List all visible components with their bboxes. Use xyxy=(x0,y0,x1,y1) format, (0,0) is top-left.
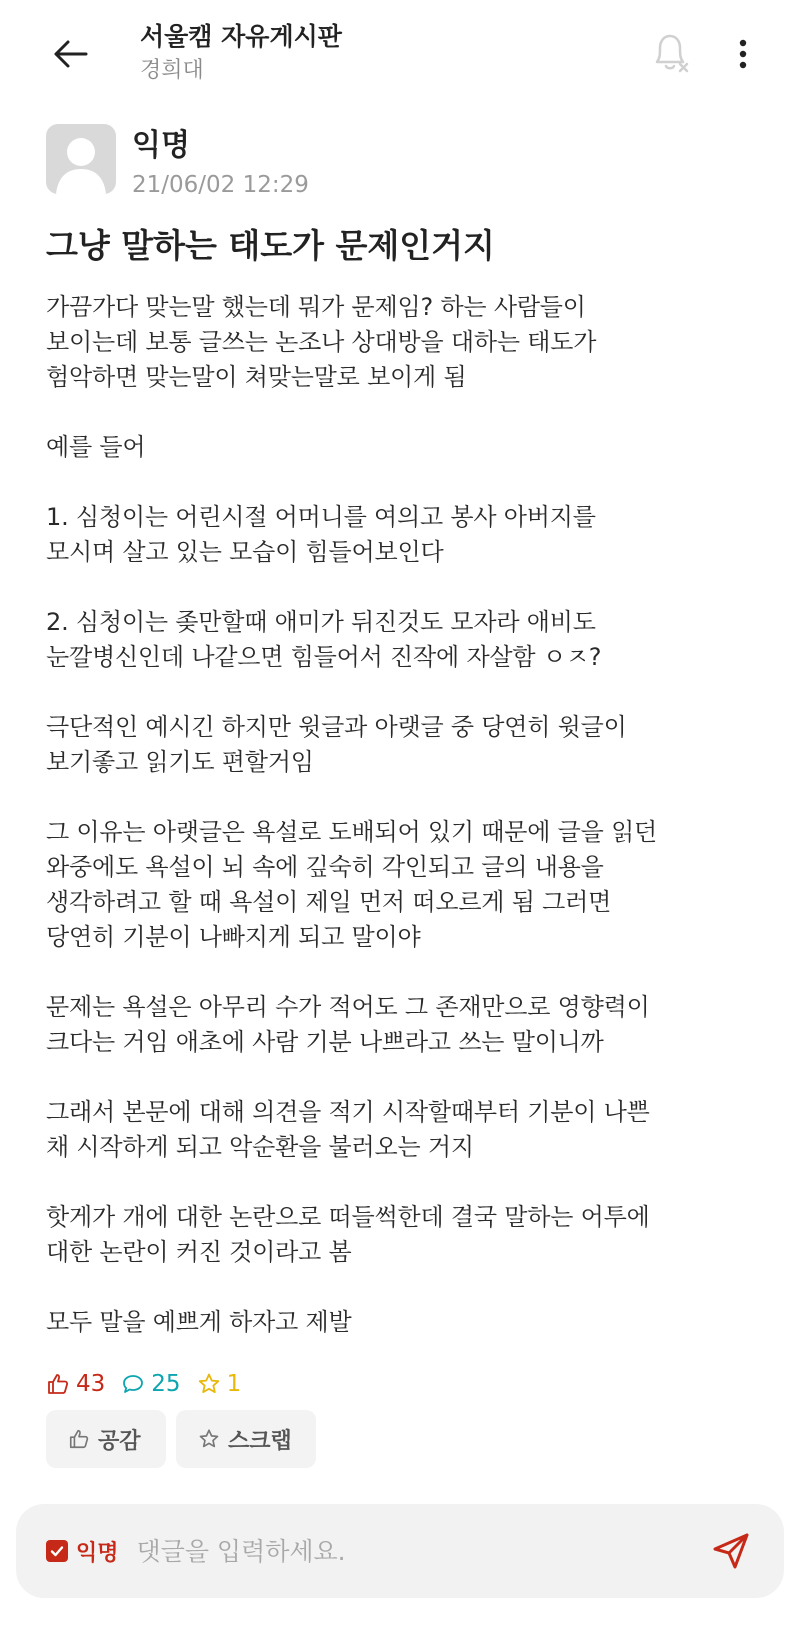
anonymous-label: 익명 xyxy=(76,1540,119,1566)
post-paragraph: 가끔가다 맞는말 했는데 뭐가 문제임? 하는 사람들이 보이는데 보통 글쓰는 논조나 상대방을 대하는 태도가 험악하면 맞는말이 쳐맞는말로 보이게 됨 xyxy=(46,293,597,391)
default-avatar-icon xyxy=(46,124,116,194)
scrap-button[interactable] xyxy=(176,1410,316,1468)
comment-count xyxy=(121,1371,180,1397)
back-button[interactable] xyxy=(48,32,92,76)
avatar xyxy=(46,124,116,194)
post-author xyxy=(46,124,746,204)
star-icon xyxy=(198,1428,220,1450)
checkbox-checked-icon xyxy=(46,1540,68,1562)
post-date: 21/06/02 12:29 xyxy=(132,172,309,198)
post-stats xyxy=(46,1368,241,1400)
post-paragraph: 핫게가 개에 대한 논란으로 떠들썩한데 결국 말하는 어투에 대한 논란이 커진 것이라고 봄 xyxy=(46,1203,650,1266)
bell-off-icon xyxy=(649,30,691,74)
post-actions xyxy=(46,1410,316,1468)
school-name: 경희대 xyxy=(140,58,204,83)
post-body xyxy=(46,290,776,1375)
more-options-button[interactable] xyxy=(728,32,758,76)
like-button[interactable] xyxy=(46,1410,166,1468)
post-paragraph: 그 이유는 아랫글은 욕설로 도배되어 있기 때문에 글을 읽던 와중에도 욕설이 뇌 속에 깊숙히 각인되고 글의 내용을 생각하려고 할 때 욕설이 제일 먼저 떠오르게 됨 그러면 당연히 기분이 나빠지게 되고 말이야 xyxy=(46,818,658,951)
speech-bubble-icon xyxy=(121,1372,145,1396)
like-button-label: 공감 xyxy=(98,1428,141,1454)
post-paragraph: 그래서 본문에 대해 의견을 적기 시작할때부터 기분이 나쁜 채 시작하게 되고 악순환을 불러오는 거지 xyxy=(46,1098,650,1161)
notification-toggle-button[interactable] xyxy=(646,28,694,76)
thumbs-up-icon xyxy=(46,1372,70,1396)
post-paragraph: 2. 심청이는 좆만할때 애미가 뒤진것도 모자라 애비도 눈깔병신인데 나같으면 힘들어서 진작에 자살함 ㅇㅈ? xyxy=(46,608,602,671)
board-title: 서울캠 자유게시판 xyxy=(140,22,342,51)
like-count-value: 43 xyxy=(76,1371,106,1397)
back-arrow-icon xyxy=(52,39,88,69)
like-count xyxy=(46,1371,105,1397)
header-titles xyxy=(140,20,342,88)
comment-composer xyxy=(16,1504,784,1598)
send-comment-button[interactable] xyxy=(708,1528,754,1574)
more-vertical-icon xyxy=(739,39,747,69)
anonymous-checkbox[interactable] xyxy=(46,1536,119,1567)
post-paragraph: 모두 말을 예쁘게 하자고 제발 xyxy=(46,1308,352,1336)
author-name: 익명 xyxy=(132,128,190,163)
post-paragraph: 예를 들어 xyxy=(46,433,146,461)
comment-count-value: 25 xyxy=(151,1371,181,1397)
post-paragraph: 극단적인 예시긴 하지만 윗글과 아랫글 중 당연히 윗글이 보기좋고 읽기도 편할거임 xyxy=(46,713,627,776)
scrap-button-label: 스크랩 xyxy=(228,1428,292,1454)
post-paragraph: 1. 심청이는 어린시절 어머니를 여의고 봉사 아버지를 모시며 살고 있는 모습이 힘들어보인다 xyxy=(46,503,596,566)
comment-input[interactable] xyxy=(137,1537,657,1566)
top-app-bar xyxy=(0,0,800,110)
scrap-count-value: 1 xyxy=(226,1371,242,1397)
star-icon xyxy=(197,1372,221,1396)
post-title: 그냥 말하는 태도가 문제인거지 xyxy=(46,226,495,265)
send-icon xyxy=(711,1531,751,1571)
scrap-count xyxy=(197,1371,242,1397)
thumbs-up-icon xyxy=(68,1428,90,1450)
post-paragraph: 문제는 욕설은 아무리 수가 적어도 그 존재만으로 영향력이 크다는 거임 애초에 사람 기분 나쁘라고 쓰는 말이니까 xyxy=(46,993,650,1056)
